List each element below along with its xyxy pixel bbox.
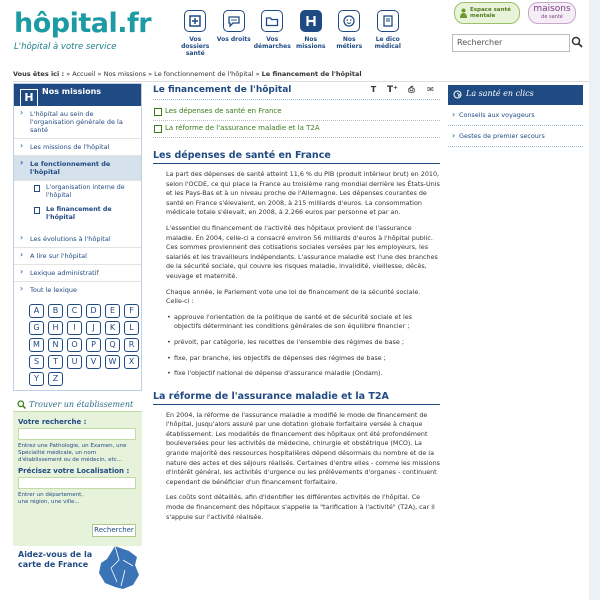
letter-button[interactable]: E bbox=[105, 304, 120, 318]
right-title: La santé en clics bbox=[466, 89, 534, 98]
letter-button[interactable]: I bbox=[67, 321, 82, 335]
print-icon[interactable]: ⎙ bbox=[408, 85, 415, 94]
subitem-label: Le financement de l'hôpital bbox=[46, 206, 112, 221]
search-input[interactable]: Rechercher bbox=[452, 34, 570, 52]
localisation-label: Précisez votre Localisation : bbox=[18, 467, 130, 475]
search-icon[interactable] bbox=[571, 36, 583, 48]
recherche-input[interactable] bbox=[18, 428, 136, 440]
nav-nos-metiers[interactable] bbox=[330, 10, 369, 57]
brand-tagline: L'hôpital à votre service bbox=[14, 42, 117, 52]
breadcrumb-path[interactable]: » Accueil » Nos missions » Le fonctionnement de l'hôpital » bbox=[66, 70, 260, 78]
nav-label: Vos démarches bbox=[253, 36, 291, 50]
cursor-click-icon bbox=[453, 90, 462, 99]
nav-vos-demarches[interactable] bbox=[253, 10, 292, 57]
main-content bbox=[153, 85, 440, 528]
paragraph: Les coûts sont détaillés, afin d'identifier les différentes activités de l'hôpital. Ce mode de financement des hôpitaux s'appelle la "tarification à l'activité" (T2A), car il s'appuie sur l'activité réalisée. bbox=[166, 493, 435, 521]
main-nav bbox=[176, 10, 407, 57]
letter-button[interactable]: M bbox=[29, 338, 44, 352]
rechercher-button[interactable]: Rechercher bbox=[92, 524, 136, 537]
trouver-title: Trouver un établissement bbox=[29, 400, 134, 409]
right-sidebar bbox=[448, 85, 583, 147]
letter-button[interactable]: H bbox=[48, 321, 63, 335]
document-icon bbox=[34, 185, 40, 192]
sidebar-item[interactable]: › Tout le lexique bbox=[14, 282, 141, 298]
bullet-item: • prévoit, par catégorie, les recettes de l'ensemble des régimes de base ; bbox=[153, 338, 440, 348]
nav-nos-missions[interactable] bbox=[292, 10, 331, 57]
maisons-sublabel: de santé bbox=[541, 14, 563, 20]
sidebar-subitem-current[interactable] bbox=[14, 203, 141, 225]
hospital-h-icon bbox=[300, 10, 322, 32]
person-icon bbox=[459, 8, 468, 18]
letter-button[interactable]: V bbox=[86, 355, 101, 369]
letter-button[interactable]: T bbox=[48, 355, 63, 369]
paragraph: En 2004, la réforme de l'assurance maladie a modifié le mode de financement de l'hôpital, jusqu'alors assuré par une dotation globale forfaitaire versée à chaque établissement. Les modalités de financement des hôpitaux ont été profondément bouleversées pour les activités de médecine, chirurgie et obstétrique (MCO). La grande majorité des ressources hospitalières dépend désormais du nombre et de la nature des actes et des séjours réalisés. Certaines d'entre elles - comme les missions d'intérêt général, les activités d'urgence ou les prélèvements d'organes - continuent cependant de bénéficier d'un financement forfaitaire. bbox=[166, 410, 440, 486]
letter-button[interactable]: S bbox=[29, 355, 44, 369]
font-increase-icon[interactable]: T⁺ bbox=[387, 85, 398, 95]
scroll-gutter bbox=[589, 0, 600, 600]
nav-vos-dossiers-sante[interactable] bbox=[176, 10, 215, 57]
font-decrease-icon[interactable]: T bbox=[370, 85, 377, 94]
paragraph: La part des dépenses de santé atteint 11,6 % du PIB (produit intérieur brut) en 2010, selon l'OCDE, ce qui place la France au troisième rang mondial derrière les États-Unis et les Pays-Bas et à un niveau proche de l'Allemagne. Les dépenses courantes de santé en France s'élevaient, en 2008, à 215 milliards d'euros. La consommation médicale totale s'élevait, en 2008, à 2.266 euros par personne et par an. bbox=[166, 170, 440, 217]
maisons-de-sante-link[interactable] bbox=[528, 2, 576, 24]
email-icon[interactable]: ✉ bbox=[427, 85, 434, 94]
trouver-etablissement-panel bbox=[13, 396, 142, 546]
toc-link[interactable]: La réforme de l'assurance maladie et la T2A bbox=[153, 121, 440, 138]
brand-name: hôpital.fr bbox=[14, 8, 152, 39]
lexique-letters bbox=[14, 298, 141, 392]
divider bbox=[153, 99, 440, 100]
espace-label: Espace santé mentale bbox=[470, 7, 511, 19]
letter-button[interactable]: W bbox=[105, 355, 120, 369]
sidebar-item-selected[interactable]: › Le fonctionnement de l'hôpital bbox=[14, 156, 141, 181]
sidebar-item[interactable]: › A lire sur l'hôpital bbox=[14, 248, 141, 265]
right-link[interactable]: › Conseils aux voyageurs bbox=[448, 105, 583, 126]
paragraph: L'essentiel du financement de l'activité des hôpitaux provient de l'assurance maladie. En 2004, celle-ci a consacré environ 56 milliards d'euros à l'hôpital public. Ces sommes proviennent des cotisations sociales versées par les employeurs, les salariés et les travailleurs indépendants. L'assurance maladie est l'une des branches de la sécurité sociale, qui couvre les risques maladie, invalidité, vieillesse, décès, veuvage et maternité. bbox=[166, 223, 438, 280]
letter-button[interactable]: U bbox=[67, 355, 82, 369]
folder-icon bbox=[261, 10, 283, 32]
nav-label: Vos droits bbox=[216, 36, 251, 43]
letter-button[interactable]: B bbox=[48, 304, 63, 318]
letter-button[interactable]: G bbox=[29, 321, 44, 335]
letter-button[interactable]: Y bbox=[29, 372, 44, 386]
letter-button[interactable]: L bbox=[124, 321, 139, 335]
paragraph: Chaque année, le Parlement vote une loi de financement de la sécurité sociale. Celle-ci : bbox=[166, 287, 421, 306]
nav-le-dico-medical[interactable] bbox=[369, 10, 408, 57]
search-icon bbox=[17, 400, 26, 409]
letter-button[interactable]: K bbox=[105, 321, 120, 335]
letter-button[interactable]: P bbox=[86, 338, 101, 352]
speech-bubble-icon bbox=[223, 10, 245, 32]
subitem-label: L'organisation interne de l'hôpital bbox=[46, 184, 125, 199]
sidebar-item[interactable]: › Lexique administratif bbox=[14, 265, 141, 282]
page-title-row bbox=[153, 85, 440, 99]
bullet-item: • fixe, par branche, les objectifs de dépenses des régimes de base ; bbox=[153, 354, 440, 364]
letter-button[interactable]: N bbox=[48, 338, 63, 352]
right-header bbox=[448, 85, 583, 105]
breadcrumb bbox=[13, 70, 593, 82]
sidebar-title: Nos missions bbox=[42, 87, 102, 96]
section-heading: La réforme de l'assurance maladie et la T2A bbox=[153, 391, 440, 405]
letter-button[interactable]: X bbox=[124, 355, 139, 369]
breadcrumb-prefix: Vous êtes ici : bbox=[13, 70, 65, 78]
bullet-item: • fixe l'objectif national de dépense d'assurance maladie (Ondam). bbox=[153, 369, 440, 379]
sidebar-header bbox=[14, 84, 141, 106]
plus-square-icon bbox=[184, 10, 206, 32]
site-logo[interactable] bbox=[14, 8, 154, 52]
left-sidebar bbox=[13, 83, 142, 391]
nav-label: Nos missions bbox=[296, 36, 326, 50]
localisation-input[interactable] bbox=[18, 477, 136, 489]
sidebar-subitem[interactable] bbox=[14, 181, 141, 203]
right-link[interactable]: › Gestes de premier secours bbox=[448, 126, 583, 147]
book-icon bbox=[377, 10, 399, 32]
letter-button[interactable]: A bbox=[29, 304, 44, 318]
hospital-h-icon: H bbox=[20, 89, 38, 107]
sidebar-item[interactable]: › Les évolutions à l'hôpital bbox=[14, 231, 141, 248]
page-title: Le financement de l'hôpital bbox=[153, 85, 292, 95]
france-map-icon bbox=[97, 544, 145, 600]
page-tools bbox=[368, 85, 436, 95]
nav-label: Le dico médical bbox=[374, 36, 401, 50]
document-icon bbox=[34, 207, 40, 214]
localisation-hint: Entrer un département, une région, une ville... bbox=[18, 492, 84, 505]
letter-button[interactable]: C bbox=[67, 304, 82, 318]
espace-sante-mentale-link[interactable] bbox=[454, 2, 520, 24]
letter-button[interactable]: Q bbox=[105, 338, 120, 352]
letter-button[interactable]: D bbox=[86, 304, 101, 318]
carte-de-france-link[interactable] bbox=[13, 548, 142, 600]
sidebar-item[interactable]: › L'hôpital au sein de l'organisation générale de la santé bbox=[14, 106, 141, 139]
letter-button[interactable]: Z bbox=[48, 372, 63, 386]
recherche-label: Votre recherche : bbox=[18, 418, 87, 426]
section-heading: Les dépenses de santé en France bbox=[153, 150, 440, 164]
nav-label: Nos métiers bbox=[336, 36, 363, 50]
nav-label: Vos dossiers santé bbox=[181, 36, 210, 57]
breadcrumb-current: Le financement de l'hôpital bbox=[261, 70, 362, 78]
face-icon bbox=[338, 10, 360, 32]
letter-button[interactable]: O bbox=[67, 338, 82, 352]
carte-label: Aidez-vous de la carte de France bbox=[18, 550, 93, 569]
trouver-header bbox=[13, 396, 142, 412]
letter-button[interactable]: R bbox=[124, 338, 139, 352]
toc-link[interactable]: Les dépenses de santé en France bbox=[153, 104, 440, 121]
nav-vos-droits[interactable] bbox=[215, 10, 254, 57]
sidebar-item[interactable]: › Les missions de l'hôpital bbox=[14, 139, 141, 156]
letter-button[interactable]: F bbox=[124, 304, 139, 318]
letter-button[interactable]: J bbox=[86, 321, 101, 335]
bullet-item: • approuve l'orientation de la politique de santé et de sécurité sociale et les objectifs déterminant les conditions générales de son équilibre financier ; bbox=[153, 313, 440, 332]
recherche-hint: Entrez une Pathologie, un Examen, une Spécialité médicale, un nom d'établissement ou de médecin, etc... bbox=[18, 443, 127, 463]
maisons-label: maisons bbox=[533, 4, 571, 14]
